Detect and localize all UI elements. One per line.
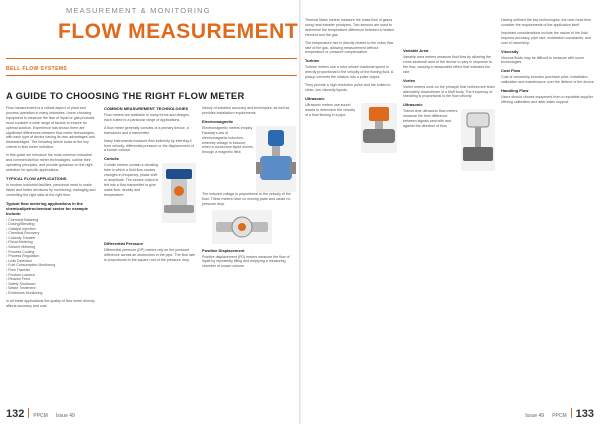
vortex-heading: Vortex <box>403 77 416 83</box>
list-item: • Chemical Recovery <box>6 231 98 236</box>
page-title: FLOW MEASUREMENT <box>58 20 299 43</box>
typical-heading: TYPICAL FLOW APPLICATIONS <box>6 175 67 181</box>
intro-paragraph: Flow measurement is a critical aspect of plant and process operation in many industries. Users choosing equipment to measure the flow of liquid or gas products must consider a wide range of factors to ensure an optimal solution. Experience has shown there are significant differences between flow meter technologies, with each type of device having its own advantages and disadvantages. The following article looks at the key criteria in flow meter selection. <box>6 106 95 150</box>
list-item: • Leak Detection <box>6 259 98 264</box>
technologies-paragraph-3: Many instruments measure flow indirectly by inferring it from velocity, differential pressure or the displacement of a known volume. <box>104 138 194 153</box>
ultrasonic-paragraph: Ultrasonic meters use sound waves to determine the velocity of a fluid flowing in a pipe. <box>305 102 356 117</box>
vortex-meter-image <box>461 109 495 171</box>
article-title: A GUIDE TO CHOOSING THE RIGHT FLOW METER <box>6 90 245 101</box>
technologies-paragraph: Flow meters are available in many forms and designs, each suited to a particular range of applications. <box>104 113 190 122</box>
dp-paragraph: Differential pressure (DP) meters rely on the pressure difference across an obstruction in the pipe. The flow rate is proportional to the square root of the pressure drop. <box>104 248 196 263</box>
pd-paragraph: Positive displacement (PD) meters measure the flow of liquid by repeatedly filling and emptying a measuring chamber of known volume. <box>202 254 290 269</box>
flow-meter-image <box>212 210 272 244</box>
list-item: • Solvent Metering <box>6 245 98 250</box>
title-rule <box>6 58 297 59</box>
left-column-2 <box>104 106 196 266</box>
vortex-paragraph: Vortex meters work on the principle that vortices are shed alternately downstream of a bluff body. The frequency of shedding is proportional to the flow velocity. <box>403 84 495 99</box>
page-number: 133 <box>575 408 594 420</box>
pd-heading: Positive Displacement <box>202 247 245 253</box>
left-page <box>0 0 299 424</box>
applications-heading: Typical flow metering applications in the chemical/petrochemical sector for example include: <box>6 200 89 216</box>
list-item: • Emissions Monitoring <box>6 291 98 296</box>
right-column-2 <box>403 48 495 171</box>
column-closing-paragraph: In all these applications the quality of flow meter directly affects accuracy and cost. <box>6 298 95 308</box>
issue-label: Issue 49 <box>525 413 545 419</box>
list-item: • Catalyst Injection <box>6 227 98 232</box>
right-page <box>301 0 600 424</box>
electromagnetic-paragraph: Electromagnetic meters employ Faraday's law of electromagnetic induction, whereby voltage is induced when a conductive liquid moves through a magnetic field. <box>202 125 253 155</box>
applications-list <box>6 218 98 296</box>
variable-area-paragraph: Variable area meters measure fluid flow by allowing the cross-sectional area of the device to vary in response to the flow, causing a measurable effect that indicates the rate. <box>403 55 492 74</box>
page-number: 132 <box>6 408 25 420</box>
magazine-name: PPCM <box>33 413 48 419</box>
right-footer <box>525 408 594 420</box>
viscosity-paragraph: Viscous fluids may be difficult to measure with some technologies. <box>501 55 584 65</box>
intro-paragraph-2: In this guide we introduce the most common industrial and commercial flow meter technologies, outline their operating principles, and provide guidance on the right selection for specific applications. <box>6 153 93 172</box>
selection-paragraph: Having outlined the key technologies, the user must then consider the requirements of the application itself. <box>501 18 592 27</box>
list-item: • Dosing/Blending <box>6 222 98 227</box>
typical-paragraph: In modern industrial facilities, personnel need to make faster and better decisions by monitoring, managing and controlling the right data at the right time. <box>6 182 96 197</box>
turbine-paragraph: Turbine meters use a rotor whose rotational speed is directly proportional to the velocity of the flowing fluid. A pickup converts the rotation into a pulse output. <box>305 65 394 80</box>
left-footer <box>6 408 75 420</box>
coriolis-meter-image <box>162 163 196 223</box>
magazine-name: PPCM <box>552 413 567 419</box>
coriolis-paragraph: Coriolis meters contain a vibrating tube in which a fluid flow causes changes in frequency, phase shift or amplitude. The sensor output is fed into a flow transmitter to give mass flow, density and temperature. <box>104 163 159 197</box>
list-item: • Process Regulation <box>6 254 98 259</box>
cost-flow-heading: Cost Flow <box>501 68 521 74</box>
list-item: • Fiscal Metering <box>6 240 98 245</box>
right-column-1 <box>305 18 397 153</box>
continued-paragraph: history of installed accuracy and techniques, as well as provides installation requirements. <box>202 106 290 115</box>
dp-heading: Differential Pressure <box>104 241 144 247</box>
handling-flow-paragraph: Users should choose equipment from a reputable supplier offering calibration and after-sales support. <box>501 95 594 105</box>
company-tag: BELL FLOW SYSTEMS <box>6 66 68 72</box>
handling-flow-heading: Handling Flow <box>501 88 529 94</box>
thermal-paragraph: Thermal Mass meters measure the mass flow of gases using heat transfer principles. Two sensors are used to determine the temperature difference between a heated element and the gas. <box>305 18 394 37</box>
ultrasonic-heading: Ultrasonic <box>305 95 325 101</box>
issue-label: Issue 49 <box>55 413 75 419</box>
viscosity-heading: Viscosity <box>501 48 519 54</box>
variable-area-heading: Variable Area <box>403 48 429 53</box>
turbine-heading: Turbine <box>305 58 320 64</box>
electromagnetic-heading: Electromagnetic <box>202 118 234 124</box>
list-item: • Safety Shutdown <box>6 282 98 287</box>
selection-paragraph-2: Important considerations include the nature of the fluid, required accuracy, pipe size, installation constraints, and cost of ownership. <box>501 30 591 45</box>
technologies-heading: COMMON MEASUREMENT TECHNOLOGIES <box>104 106 189 111</box>
ultrasonic-meter-image <box>361 103 397 153</box>
list-item: • Fuel Consumption Monitoring <box>6 263 98 268</box>
ultrasonic-paragraph-2: Transit time ultrasonic flow meters measure the time difference between signals sent with and against the direction of flow. <box>403 109 458 129</box>
list-item: • Product Loadout <box>6 273 98 278</box>
coriolis-heading: Coriolis <box>104 156 119 162</box>
cost-flow-paragraph: Cost of ownership includes purchase price, installation, calibration and maintenance over the lifetime of the device. <box>501 75 595 85</box>
thermal-paragraph-2: The temperature rise is directly related to the mass flow rate of the gas, allowing measurement without temperature or pressure compensation. <box>305 40 394 55</box>
left-column-3 <box>202 106 296 272</box>
right-column-3 <box>501 18 595 108</box>
list-item: • Chemical Batching <box>6 218 98 223</box>
section-kicker: MEASUREMENT & MONITORING <box>66 6 211 15</box>
left-column-1 <box>6 106 98 311</box>
list-item: • Process Cooling <box>6 250 98 255</box>
list-item: • Flow Transfer <box>6 268 98 273</box>
ultrasonic-heading-2: Ultrasonic <box>403 102 423 108</box>
turbine-paragraph-2: They provide a high resolution pulse and are suited to clean, low viscosity liquids. <box>305 83 391 92</box>
electromagnetic-meter-image <box>256 126 296 192</box>
electromagnetic-paragraph-2: The induced voltage is proportional to the velocity of the fluid. These meters have no moving parts and cause no pressure drop. <box>202 191 291 206</box>
technologies-paragraph-2: A flow meter generally consists of a primary device, a transducer and a transmitter. <box>104 125 189 135</box>
list-item: • Custody Transfer <box>6 236 98 241</box>
tag-rule <box>6 75 297 76</box>
list-item: • Waste Treatment <box>6 286 98 291</box>
list-item: • Reactor Feed <box>6 277 98 282</box>
